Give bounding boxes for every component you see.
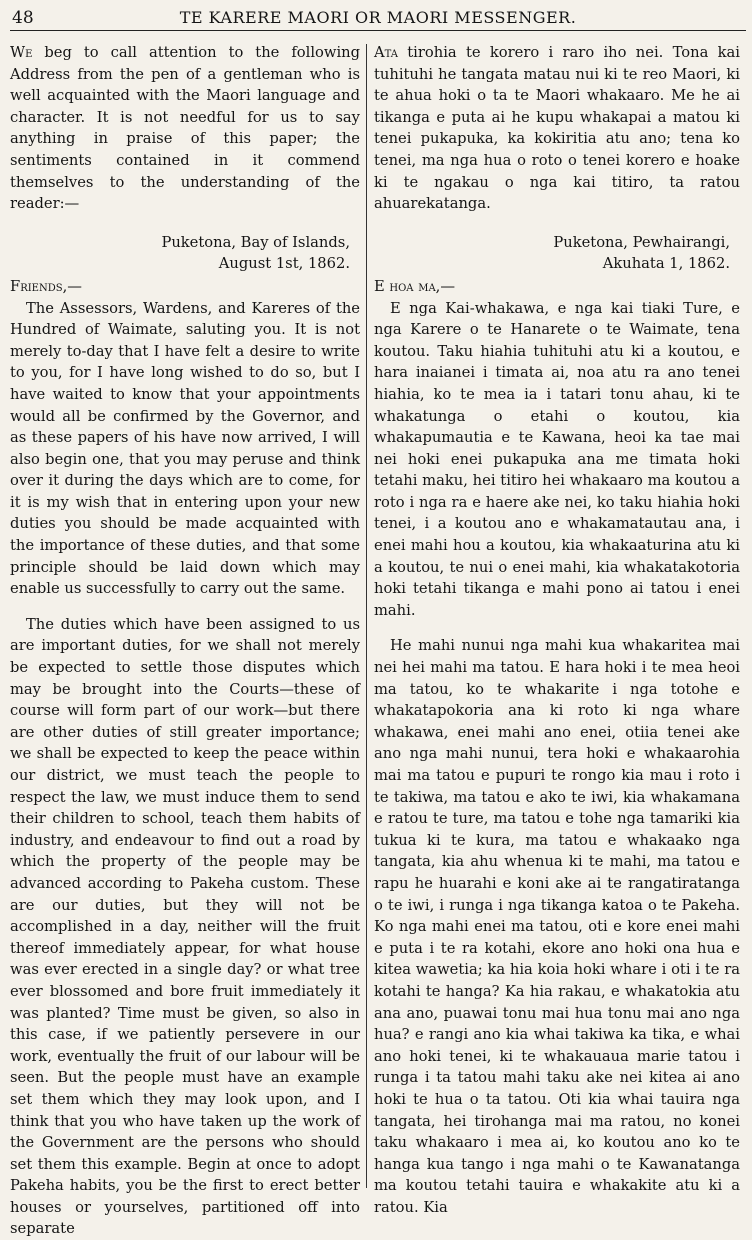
page-header [10, 4, 746, 31]
running-title: TE KARERE MAORI OR MAORI MESSENGER. [179, 8, 577, 27]
column-divider [366, 44, 367, 1188]
letter-date: August 1st, 1862. [218, 255, 350, 273]
salutation: E hoa ma,— [374, 277, 456, 295]
letter-place: Puketona, Pewhairangi, [553, 233, 730, 251]
intro-text: tirohia te korero i raro iho nei. Tona kai tuhituhi he tangata matau nui ki te reo Maori, ki te ahua hoki o ta te Maori whakaaro. Me he ai tikanga e puta ai he kupu whakapai a matou ki tenei pukapuka, ka kokiritia atu ano; tena ko tenei, ma nga hua o roto o tenei korero e hoake ki te ngakau o nga kai titiro, ta ratou ahuarekatanga. [374, 44, 740, 213]
editor-intro-mi [374, 42, 740, 215]
salutation: Friends,— [10, 277, 82, 295]
editor-intro-en [10, 42, 360, 215]
letter-date: Akuhata 1, 1862. [602, 255, 730, 273]
letter-paragraph-2: He mahi nunui nga mahi kua whakaritea mai nei hei mahi ma tatou. E hara hoki i te mea heoi ma tatou, ko te whakarite i nga totohe e whakatapokoria ana ki roto ki nga whare whakawa, enei mahi ano enei, otiia tenei ake ano nga mahi nunui, tera hoki e whakaarohia mai ma tatou e pupuri te rongo kia mau i roto i te takiwa, ma tatou e ako te iwi, kia whakamana e ratou te ture, ma tatou e tohe nga tamariki kia tukua ki te kura, ma tatou e whakaako nga tangata, kia ahu whenua ki te mahi, ma tatou e rapu he huarahi e koni ake ai te rangatiratanga o te iwi, i runga i nga tikanga katoa o te Pakeha. Ko nga mahi enei ma tatou, oti e kore enei mahi e puta i te ra kotahi, ekore ano hoki ona hua e kitea wawetia; ka hia koia hoki whare i oti i te ra kotahi te hanga? Ka hia rakau, e whakatokia atu ana ano, puawai tonu mai hua tonu mai ano nga hua? e rangi ano kia whai takiwa ka tika, e whai ano hoki tenei, ki te whakauaua marie tatou i runga i ta tatou mahi taku ake nei kitea ai ano hoki te hua o ta tatou. Oti kia whai tauira nga tangata, hei tirohanga mai ma ratou, no konei taku whakaaro i mea ai, ko koutou ano ko te hanga kua tango i nga mahi o te Kawanatanga ma koutou tetahi tauira e whakakite atu ki a ratou. Kia [374, 637, 740, 1216]
letter-paragraph-2: The duties which have been assigned to us are important duties, for we shall not merely be expected to settle those disputes which may be brought into the Courts—these of course will form part of our work—but there are other duties of still greater importance; we shall be expected to keep the peace within our district, we must teach the people to respect the law, we must induce them to send their children to school, teach them habits of industry, and endeavour to find out a road by which the property of the people may be advanced according to Pakeha custom. These are our duties, but they will not be accomplished in a day, neither will the fruit thereof immediately appear, for what house was ever erected in a single day? or what tree ever blossomed and bore fruit immediately it was planted? Time must be given, so also in this case, if we patiently persevere in our work, eventually the fruit of our labour will be seen. But the people must have an example set them which they may look upon, and I think that you who have taken up the work of the Government are the persons who should set them this example. Begin at once to adopt Pakeha habits, you be the first to erect better houses or yourselves, partitioned off into separate [10, 615, 360, 1238]
intro-text: beg to call attention to the following Address from the pen of a gentleman who is well acquainted with the Maori language and character. It is not needful for us to say anything in praise of this paper; the sentiments contained in it commend themselves to the understanding of the reader:— [10, 44, 360, 213]
intro-first-word: We [10, 44, 33, 61]
letter-paragraph-1: The Assessors, Wardens, and Kareres of the Hundred of Waimate, saluting you. It is not merely to-day that I have felt a desire to write to you, for I have long wished to do so, but I have waited to know that your appointments would all be confirmed by the Governor, and as these papers of his have now arrived, I will also begin one, that you may peruse and think over it during the days which are to come, for it is my wish that in entering upon your new duties you should be made acquainted with the importance of these duties, and that some principle should be laid down which may enable us successfully to carry out the same. [10, 299, 360, 598]
maori-column [374, 42, 740, 1218]
letter-paragraph-1: E nga Kai-whakawa, e nga kai tiaki Ture, e nga Karere o te Hanarete o te Waimate, tena koutou. Taku hiahia tuhituhi atu ki a koutou, e hara inaianei i timata ai, noa atu ra ano tenei hiahia, ko te mea ia i tatari tonu ahau, ki te whakatunga o etahi o koutou, kia whakapumautia e te Kawana, heoi ka tae mai nei hoki enei pukapuka ana me timata hoki tetahi maku, hei titiro hei whakaaro ma koutou a roto i nga ra e haere ake nei, ko taku hiahia hoki tenei, i a koutou ano e whakamatautau ana, i enei mahi hou a koutou, kia whakaaturina atu ki a koutou, te nui o enei mahi, kia whakatakotoria hoki tetahi tikanga e mahi pono ai tatou i enei mahi. [374, 299, 740, 619]
letter-place: Puketona, Bay of Islands, [161, 233, 350, 251]
intro-first-word: Ata [374, 44, 398, 61]
page-number: 48 [12, 8, 34, 28]
english-column [10, 42, 360, 1240]
